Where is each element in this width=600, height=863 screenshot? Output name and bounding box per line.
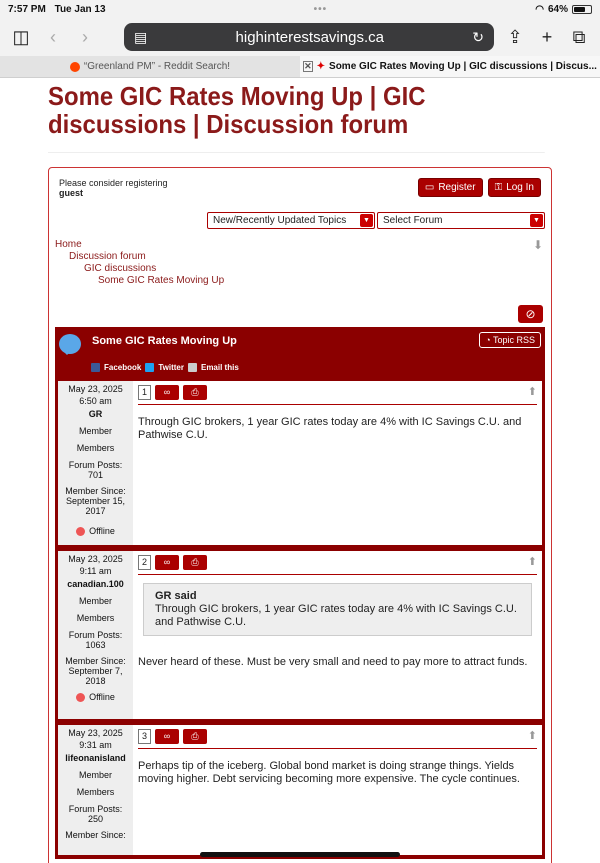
facebook-icon: [91, 363, 100, 372]
post-body: [133, 381, 542, 545]
since-date: September 15, 2017: [65, 496, 126, 516]
email-icon: [188, 363, 197, 372]
topic-title: Some GIC Rates Moving Up: [92, 335, 237, 347]
breadcrumb-home[interactable]: Home: [55, 239, 82, 250]
offline-icon: [76, 693, 85, 702]
posts-count: 1063: [85, 640, 106, 650]
since-date: September 7, 2018: [68, 666, 123, 686]
author-posts: [60, 630, 131, 650]
register-label: Register: [438, 182, 476, 193]
since-label: Member Since:: [65, 656, 126, 666]
topics-select-value: New/Recently Updated Topics: [213, 215, 347, 226]
email-link[interactable]: Email this: [200, 363, 239, 372]
quote-author: GR said: [155, 590, 197, 602]
topic-header: [55, 327, 545, 379]
online-status: [60, 692, 131, 702]
stop-icon[interactable]: ⊘: [518, 305, 543, 323]
share-links: [91, 363, 239, 372]
tab-current[interactable]: [300, 56, 600, 77]
author-since: [60, 830, 131, 840]
rss-icon: ◔: [485, 335, 491, 345]
post-body: [133, 725, 542, 855]
dropdown-arrow-icon: ▼: [360, 214, 373, 227]
permalink-button[interactable]: ∞: [155, 729, 179, 744]
key-icon: ⚿: [494, 182, 503, 193]
post-date: May 23, 2025: [68, 554, 123, 564]
post-number: 2: [138, 555, 151, 570]
post: [55, 549, 545, 723]
home-indicator[interactable]: [200, 852, 400, 857]
author-name[interactable]: lifeonanisland: [65, 753, 126, 763]
facebook-link[interactable]: Facebook: [104, 363, 142, 372]
post-time: 9:31 am: [79, 740, 112, 750]
offline-icon: [76, 527, 85, 536]
status-label: Offline: [89, 526, 115, 536]
author-since: [60, 656, 131, 686]
post-date: May 23, 2025: [68, 728, 123, 738]
post-number: 3: [138, 729, 151, 744]
breadcrumb-topic[interactable]: Some GIC Rates Moving Up: [98, 275, 225, 286]
forum-box: [48, 167, 552, 863]
twitter-link[interactable]: Twitter: [158, 363, 184, 372]
forum-select[interactable]: [377, 212, 545, 229]
reader-icon[interactable]: ▤: [134, 28, 148, 45]
close-tab-icon[interactable]: ✕: [304, 61, 312, 71]
tab-label: “Greenland PM” - Reddit Search!: [83, 61, 231, 72]
go-to-top-icon[interactable]: ⬆: [527, 730, 537, 742]
page-title: Some GIC Rates Moving Up | GIC discussions | Discussion forum: [48, 82, 545, 153]
forward-icon[interactable]: ›: [82, 26, 88, 47]
author-rank: Member: [78, 426, 112, 436]
battery-percent: 64%: [547, 3, 568, 15]
status-bar: [0, 0, 600, 18]
reload-icon[interactable]: ↻: [472, 28, 484, 45]
posts-label: Forum Posts:: [68, 804, 123, 814]
print-button[interactable]: ⎙: [183, 729, 207, 744]
author-group: Members: [76, 613, 115, 623]
forum-select-value: Select Forum: [383, 215, 443, 226]
posts-label: Forum Posts:: [68, 460, 123, 470]
url-text: highinterestsavings.ca: [235, 28, 384, 46]
share-icon[interactable]: ⇪: [507, 26, 523, 47]
page-content: [0, 82, 600, 863]
post-body: [133, 551, 542, 719]
tab-label: Some GIC Rates Moving Up | GIC discussions | Discus...: [329, 61, 597, 72]
wifi-icon: ◠: [535, 3, 544, 15]
new-tab-icon[interactable]: +: [541, 26, 553, 47]
since-label: Member Since:: [65, 830, 126, 840]
since-label: Member Since:: [65, 486, 126, 496]
post-time: 9:11 am: [79, 566, 112, 576]
maple-leaf-icon: ✦: [316, 61, 326, 72]
print-button[interactable]: ⎙: [183, 385, 207, 400]
go-to-top-icon[interactable]: ⬆: [527, 556, 537, 568]
permalink-button[interactable]: ∞: [155, 385, 179, 400]
author-posts: [60, 460, 131, 480]
author-rank: Member: [78, 596, 112, 606]
register-button[interactable]: [418, 178, 483, 197]
posts-label: Forum Posts:: [68, 630, 123, 640]
post: [55, 723, 545, 859]
topic-rss-button[interactable]: [479, 332, 541, 348]
go-to-bottom-icon[interactable]: ⬇: [532, 238, 543, 252]
back-icon[interactable]: ‹: [50, 26, 56, 47]
quote-text: Through GIC brokers, 1 year GIC rates today are 4% with IC Savings C.U. and Pathwise C.U.: [155, 603, 517, 628]
login-label: Log In: [506, 182, 534, 193]
post-author-panel: [58, 725, 133, 855]
tabs-icon[interactable]: ⧉: [572, 26, 586, 47]
quote-block: [143, 583, 532, 636]
permalink-button[interactable]: ∞: [155, 555, 179, 570]
author-group: Members: [76, 787, 115, 797]
post-date: May 23, 2025: [68, 384, 123, 394]
author-group: Members: [76, 443, 115, 453]
post-author-panel: [58, 381, 133, 545]
post-text: Never heard of these. Must be very small and need to pay more to attract funds.: [138, 656, 528, 668]
topic-bubble-icon: [59, 334, 81, 354]
post-time: 6:50 am: [79, 396, 112, 406]
post-author-panel: [58, 551, 133, 719]
post-text: Perhaps tip of the iceberg. Global bond market is doing strange things. Yields moving higher. Debt servicing becoming more expensive. The cycle continues.: [138, 760, 520, 785]
reddit-icon: [70, 62, 80, 72]
id-card-icon: ▭: [424, 182, 435, 193]
battery-icon: [572, 5, 592, 14]
author-since: [60, 486, 131, 516]
register-notice: [59, 178, 168, 198]
post-number: 1: [138, 385, 151, 400]
online-status: [60, 526, 131, 536]
tab-bar: [0, 56, 600, 78]
guest-label: guest: [59, 188, 84, 198]
breadcrumb: [55, 239, 545, 287]
address-bar[interactable]: [124, 23, 494, 51]
login-button[interactable]: [488, 178, 541, 197]
register-prompt: Please consider registering: [59, 178, 168, 188]
rss-label: Topic RSS: [492, 335, 535, 345]
author-name[interactable]: GR: [88, 409, 103, 419]
go-to-top-icon[interactable]: ⬆: [527, 386, 537, 398]
breadcrumb-gic[interactable]: GIC discussions: [84, 263, 157, 274]
topics-select[interactable]: [207, 212, 375, 229]
more-dots-icon[interactable]: •••: [313, 3, 328, 15]
print-button[interactable]: ⎙: [183, 555, 207, 570]
dropdown-arrow-icon: ▼: [530, 214, 543, 227]
breadcrumb-forum[interactable]: Discussion forum: [69, 251, 146, 262]
tab-reddit[interactable]: [0, 56, 300, 77]
posts-count: 701: [87, 470, 104, 480]
author-posts: [60, 804, 131, 824]
posts-count: 250: [87, 814, 104, 824]
author-name[interactable]: canadian.100: [67, 579, 124, 589]
status-label: Offline: [89, 692, 115, 702]
twitter-icon: [145, 363, 154, 372]
post: [55, 379, 545, 549]
author-rank: Member: [78, 770, 112, 780]
post-text: Through GIC brokers, 1 year GIC rates today are 4% with IC Savings C.U. and Pathwise C.U.: [138, 416, 522, 441]
browser-toolbar: [0, 18, 600, 56]
status-date: Tue Jan 13: [54, 3, 106, 15]
status-time: 7:57 PM: [8, 3, 46, 15]
sidebar-icon[interactable]: ◫: [12, 26, 30, 47]
